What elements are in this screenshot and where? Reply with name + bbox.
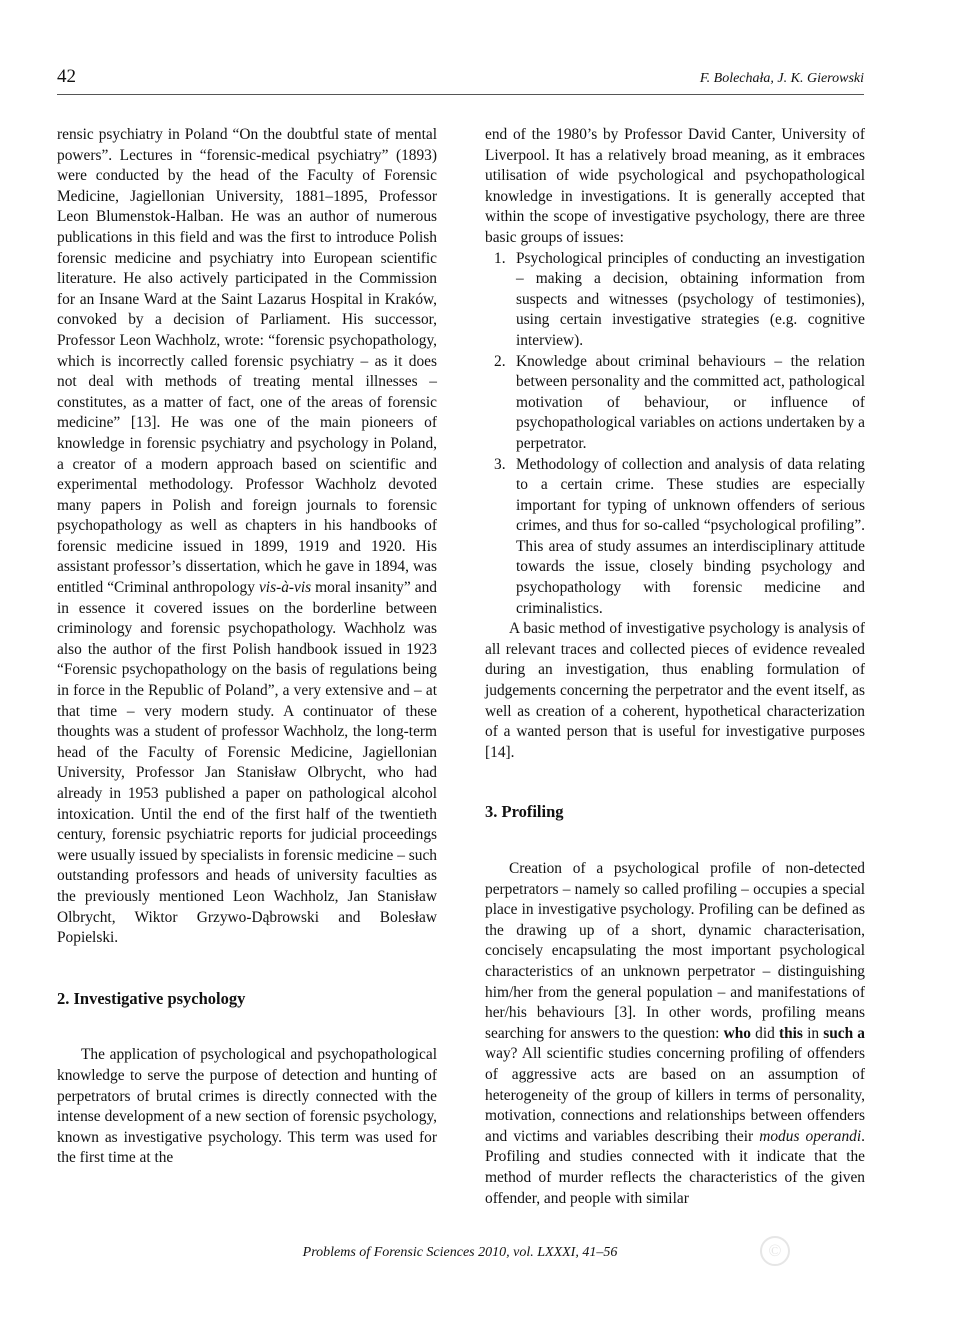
italic-text: modus operandi <box>759 1127 862 1145</box>
text-run: did <box>750 1024 779 1042</box>
list-number: 2. <box>494 352 506 370</box>
list-item <box>485 249 865 352</box>
list-number: 1. <box>494 249 506 267</box>
italic-text: vis-à-vis <box>258 579 312 597</box>
page-number: 42 <box>57 66 76 87</box>
list-text: Knowledge about criminal behaviours – the relation between personality and the committed act, pathological motivation of behaviour, or influence of psychopathological variables on actions undertaken by a perpetrator. <box>516 352 865 452</box>
list-text: Methodology of collection and analysis of data relating to a certain crime. These studies are especially important for typing of unknown offenders of serious crimes, and thus for so-called “psychological profiling”. This area of study assumes an interdisciplinary attitude towards the issue, closely binding psychology and psychopathology with forensic medicine and criminalistics. <box>516 455 865 617</box>
body-paragraph <box>485 859 865 1209</box>
journal-footer: Problems of Forensic Sciences 2010, vol. LXXXI, 41–56 <box>302 1245 618 1260</box>
list-number: 3. <box>494 455 506 473</box>
bold-text: who <box>723 1024 751 1042</box>
section-heading-investigative-psychology: 2. Investigative psychology <box>57 988 246 1008</box>
text-run: moral insanity” and in essence it covered issues on the borderline between criminology and forensic psychopathology. Wachholz was also the author of the first Polish handbook issued in 1923 “Forensic psychopathology on the basis of regulations being in force in the Republic of Poland”, a very extensive and – at that time – very modern study. A continuator of these thoughts was a student of professor Wachholz, the long-term head of the Faculty of Forensic Medicine, Jagiellonian University, Professor Jan Stanisław Olbrycht, who had already in 1953 published a paper on pathological alcohol intoxication. Until the end of the first half of the twentieth century, forensic psychiatric reports for judicial proceedings were usually issued by specialists in forensic medicine – such outstanding professors and heads of university faculties as the previously mentioned Leon Wachholz, Jan Stanisław Olbrycht, Wiktor Grzywo-Dąbrowski and Bolesław Popielski. <box>57 579 437 947</box>
text-run: . Profiling and studies connected with it indicate that the method of murder reflects the characteristics of the given offender, and people with similar <box>485 1127 865 1207</box>
body-paragraph <box>57 125 437 949</box>
text-run: rensic psychiatry in Poland “On the doubtful state of mental powers”. Lectures in “forensic-medical psychiatry” (1893) were conducted by the head of the Faculty of Forensic Medicine, Jagiellonian University, 1881–1895, Professor Leon Blumenstok-Halban. He was an author of numerous publications in this field and was the first to introduce Polish forensic medicine and psychiatry into European scientific literature. He also actively participated in the Commission for an Insane Ward at the Saint Lazarus Hospital in Kraków, convoked by a decision of Parliament. His successor, Professor Leon Wachholz, wrote: “forensic psychopathology, which is incorrectly called forensic psychiatry – as it does not deal with methods of treating mental illnesses – constitutes, as a matter of fact, one of the areas of forensic medicine” [13]. He was one of the main pioneers of knowledge in forensic psychiatry and psychology in Poland, a creator of a modern approach based on scientific and experimental methodology. Professor Wachholz devoted many papers in Polish and foreign journals to forensic psychopathology as well as chapters in his handbooks of forensic medicine issued in 1899, 1919 and 1920. His assistant professor’s dissertation, which he gave in 1894, was entitled “Criminal anthropology <box>57 126 437 597</box>
left-column <box>57 125 437 1169</box>
right-column <box>485 125 865 1209</box>
body-paragraph: end of the 1980’s by Professor David Canter, University of Liverpool. It has a relatively broad meaning, as it embraces utilisation of wide psychological and psychopathological knowledge in investigations. It is generally accepted that within the scope of investigative psychology, there are three basic groups of issues: <box>485 126 865 246</box>
list-item <box>485 455 865 620</box>
body-paragraph: The application of psychological and psychopathological knowledge to serve the purpose of detection and hunting of perpetrators of brutal crimes is directly connected with the intense development of a new section of forensic psychology, known as investigative psychology. This term was used for the first time at the <box>57 1046 437 1167</box>
copyright-watermark-icon: © <box>760 1236 790 1266</box>
numbered-list <box>485 249 865 620</box>
text-run: way? All scientific studies concerning profiling of offenders of aggressive acts are based on an assumption of heterogeneity of the group of killers in terms of personality, motivation, connections and relationships between offenders and victims and variables describing their <box>485 1045 865 1145</box>
list-text: Psychological principles of conducting an investigation – making a decision, obtaining information from suspects and witnesses (psychology of testimonies), using certain investigative strategies (e.g. cognitive interview). <box>516 249 865 349</box>
bold-text: such a <box>823 1024 865 1042</box>
section-heading-profiling: 3. Profiling <box>485 802 564 822</box>
body-paragraph: A basic method of investigative psychology is analysis of all relevant traces and collected pieces of evidence revealed during an investigation, thus enabling formulation of judgements concerning the perpetrator and the event itself, as well as creation of a coherent, hypothetical characterization of a wanted person that is useful for investigative purposes [14]. <box>485 620 865 761</box>
text-run: in <box>802 1024 824 1042</box>
bold-text: this <box>778 1024 803 1042</box>
running-head: F. Bolechała, J. K. Gierowski <box>699 71 864 86</box>
page-header <box>57 66 864 95</box>
text-run: Creation of a psychological profile of non-detected perpetrators – namely so called profiling – occupies a special place in investigative psychology. Profiling can be defined as the drawing up of a short, dynamic characterisation, concisely encapsulating the most important psychological characteristics of an unknown perpetrator – distinguishing him/her from the general population – and manifestations of her/his behaviours [3]. In other words, profiling means searching for answers to the question: <box>485 860 865 1042</box>
list-item <box>485 352 865 455</box>
